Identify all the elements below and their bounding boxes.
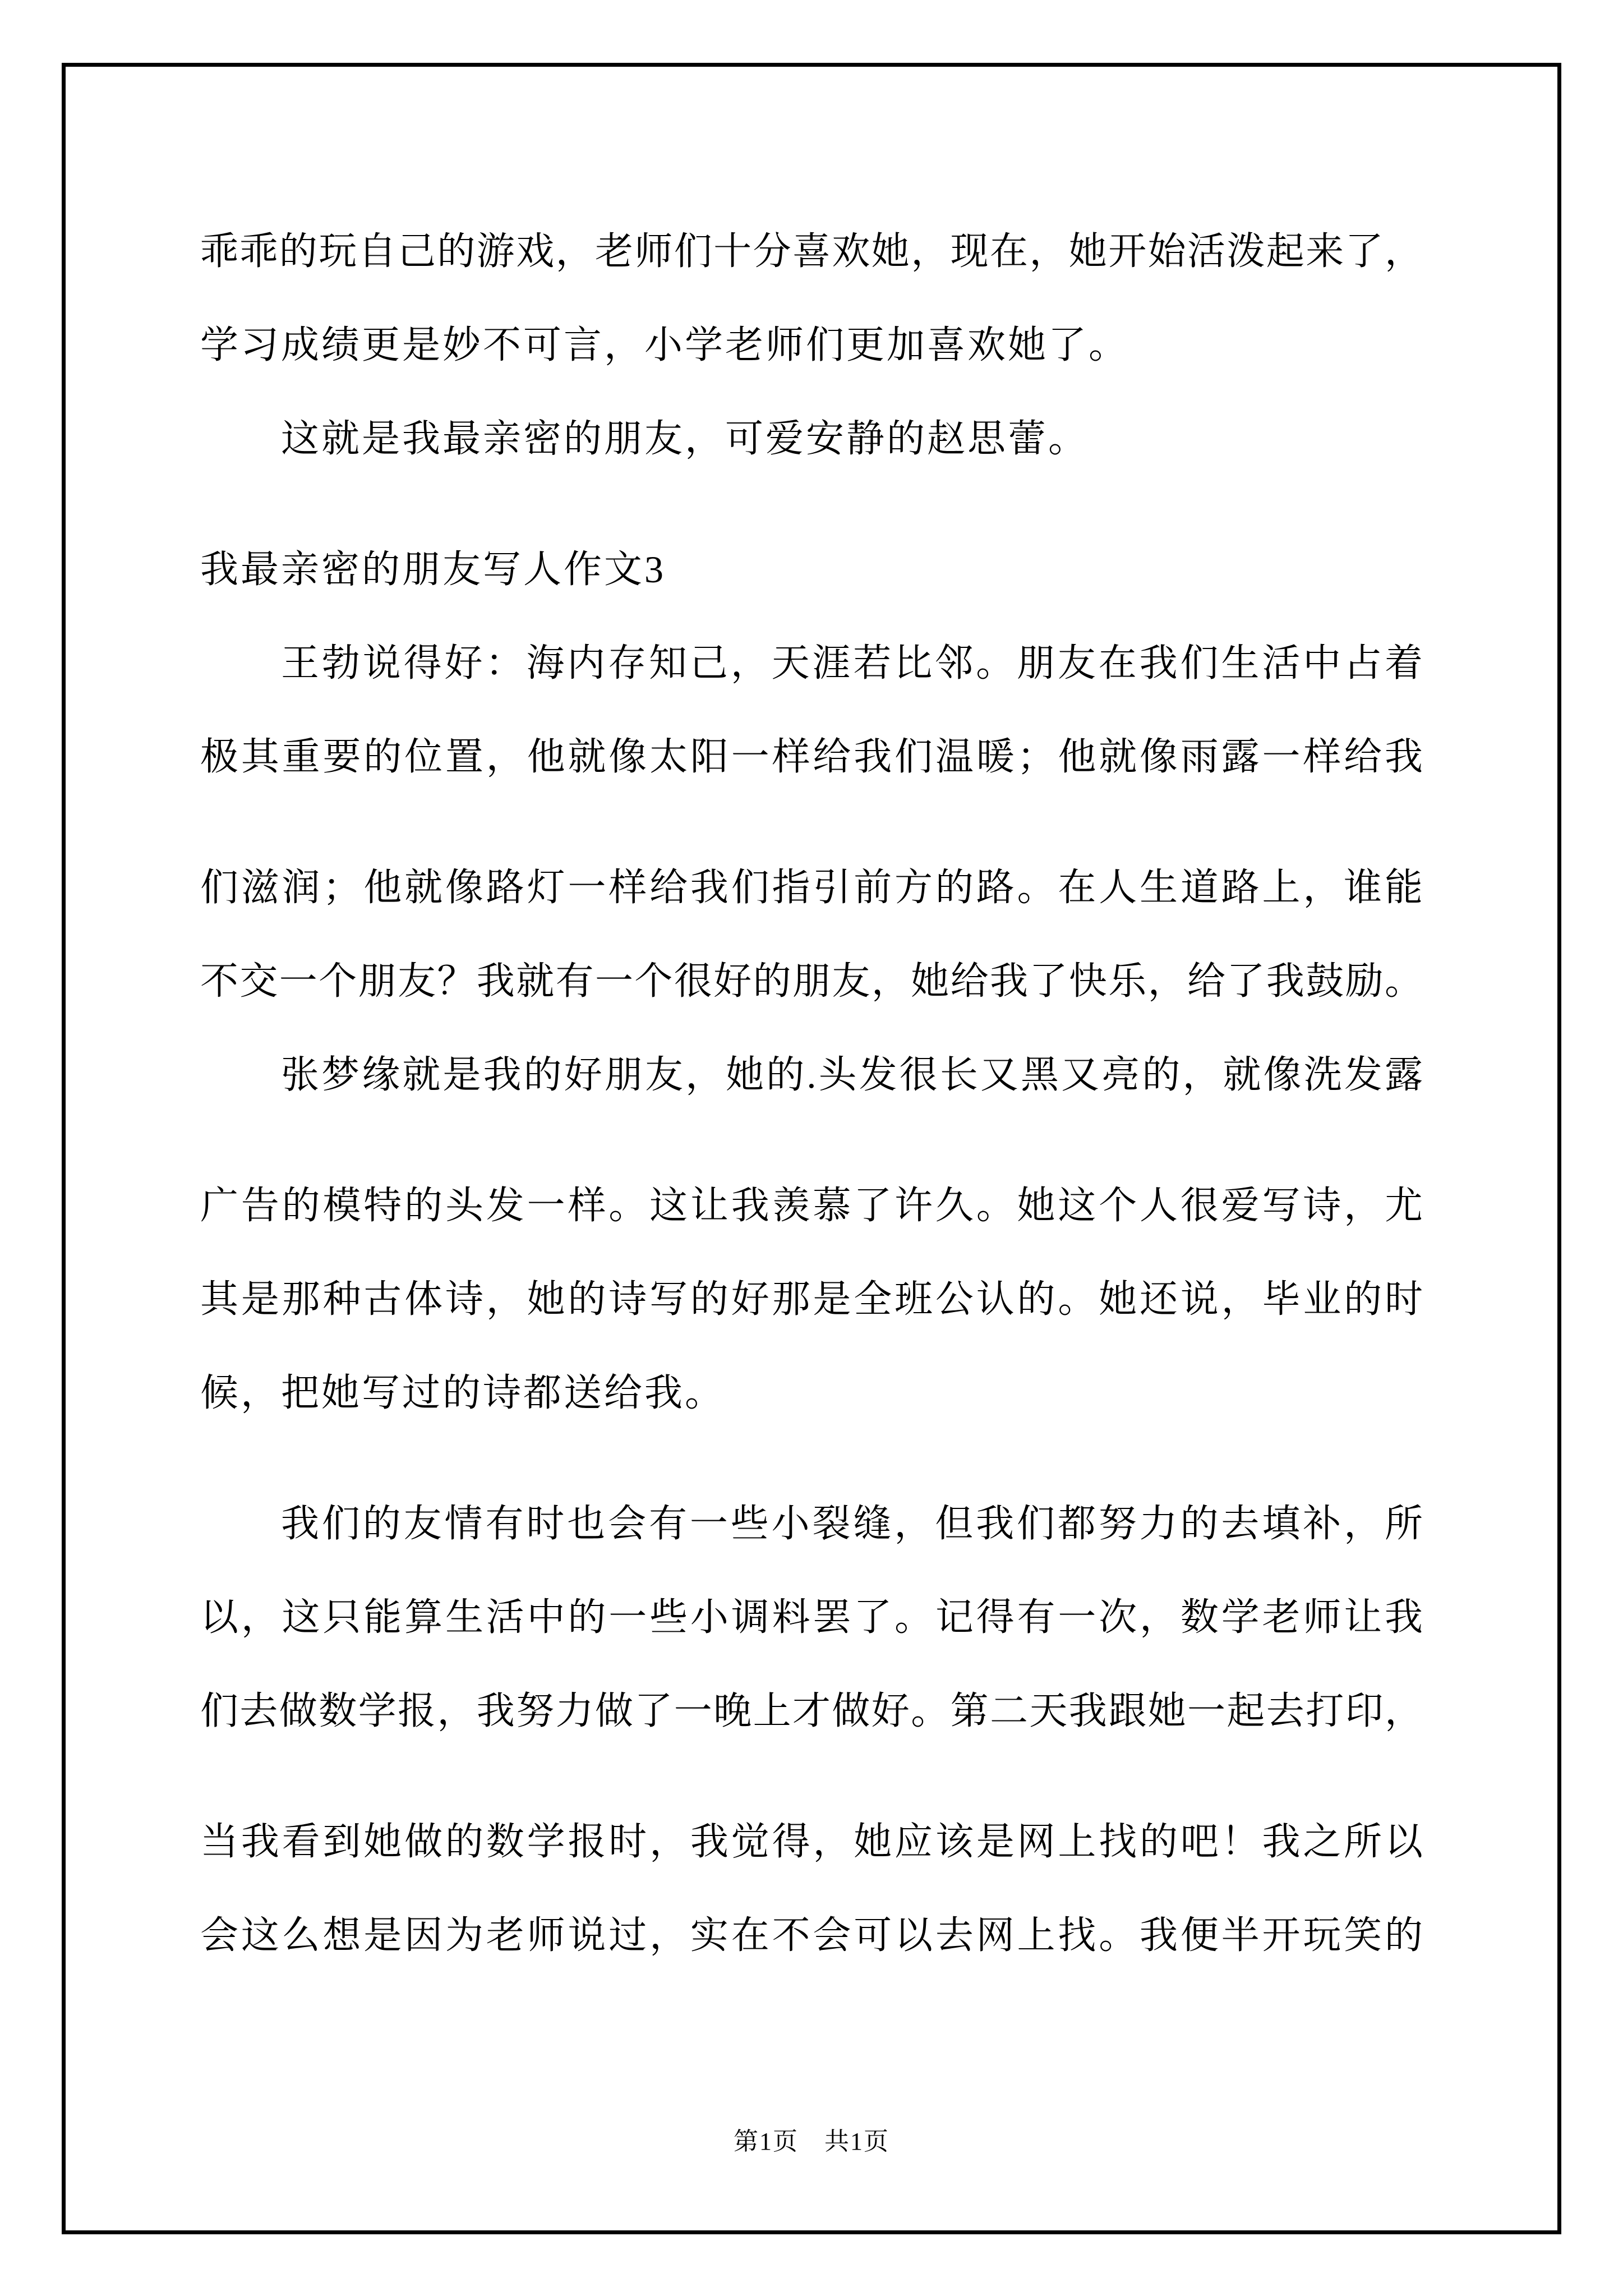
text-line-9: 张梦缘就是我的好朋友，她的.头发很长又黑又亮的，就像洗发露 bbox=[281, 1053, 1423, 1096]
text-line-17: 会这么想是因为老师说过，实在不会可以去网上找。我便半开玩笑的 bbox=[200, 1914, 1423, 1957]
page-border bbox=[62, 63, 1561, 2234]
text-line-2: 学习成绩更是妙不可言，小学老师们更加喜欢她了。 bbox=[200, 324, 1129, 366]
section-heading: 我最亲密的朋友写人作文3 bbox=[200, 548, 666, 591]
text-line-11: 其是那种古体诗，她的诗写的好那是全班公认的。她还说，毕业的时 bbox=[200, 1278, 1423, 1320]
text-line-5: 王勃说得好：海内存知己，天涯若比邻。朋友在我们生活中占着 bbox=[281, 642, 1423, 684]
text-line-8: 不交一个朋友？我就有一个很好的朋友，她给我了快乐，给了我鼓励。 bbox=[200, 960, 1423, 1002]
text-line-12: 候，把她写过的诗都送给我。 bbox=[200, 1372, 726, 1414]
text-line-1: 乖乖的玩自己的游戏，老师们十分喜欢她，现在，她开始活泼起来了， bbox=[200, 230, 1423, 273]
text-line-10: 广告的模特的头发一样。这让我羡慕了许久。她这个人很爱写诗，尤 bbox=[200, 1184, 1423, 1227]
text-line-3: 这就是我最亲密的朋友，可爱安静的赵思蕾。 bbox=[281, 417, 1089, 460]
text-line-7: 们滋润；他就像路灯一样给我们指引前方的路。在人生道路上，谁能 bbox=[200, 866, 1423, 909]
text-line-6: 极其重要的位置，他就像太阳一样给我们温暖；他就像雨露一样给我 bbox=[200, 735, 1423, 778]
text-line-15: 们去做数学报，我努力做了一晚上才做好。第二天我跟她一起去打印， bbox=[200, 1690, 1423, 1732]
text-line-13: 我们的友情有时也会有一些小裂缝，但我们都努力的去填补，所 bbox=[281, 1502, 1423, 1545]
text-line-14: 以，这只能算生活中的一些小调料罢了。记得有一次，数学老师让我 bbox=[200, 1596, 1423, 1639]
page-number-footer: 第1页 共1页 bbox=[734, 2128, 889, 2155]
text-line-16: 当我看到她做的数学报时，我觉得，她应该是网上找的吧！我之所以 bbox=[200, 1820, 1423, 1863]
